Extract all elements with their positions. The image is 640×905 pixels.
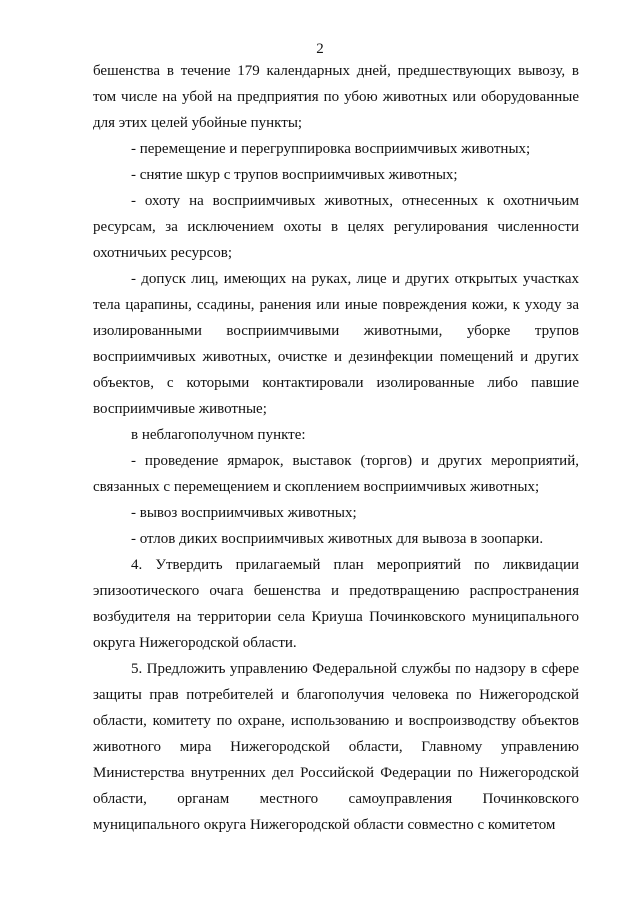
subheading-unfavorable-point: в неблагополучном пункте: [131, 427, 306, 443]
list-item-movement: - перемещение и перегруппировка восприимчивых животных; [131, 141, 531, 157]
list-item-persons-access: - допуск лиц, имеющих на руках, лице и других открытых участках тела царапины, ссадины, ранения или иные повреждения кожи, к уходу за изолированными восприимчивыми животными, уборке трупов восприимчивых животных, очистке и дезинфекции помещений и других объектов, с которыми контактировали изолированные либо павшие восприимчивые животные; [93, 271, 579, 417]
list-item-fairs: - проведение ярмарок, выставок (торгов) и других мероприятий, связанных с перемещением и скоплением восприимчивых животных; [93, 453, 579, 495]
page-number: 2 [316, 41, 324, 57]
document-body [93, 58, 579, 838]
list-item-skinning: - снятие шкур с трупов восприимчивых животных; [131, 167, 458, 183]
paragraph-item-4: 4. Утвердить прилагаемый план мероприятий по ликвидации эпизоотического очага бешенства и предотвращению распространения возбудителя на территории села Криуша Починковского муниципального округа Нижегородской области. [93, 557, 579, 651]
paragraph-item-5: 5. Предложить управлению Федеральной службы по надзору в сфере защиты прав потребителей и благополучия человека по Нижегородской области, комитету по охране, использованию и воспроизводству объектов животного мира Нижегородской области, Главному управлению Министерства внутренних дел Российской Федерации по Нижегородской области, органам местного самоуправления Починковского муниципального округа Нижегородской области совместно с комитетом [93, 661, 579, 833]
list-item-wild-capture: - отлов диких восприимчивых животных для вывоза в зоопарки. [131, 531, 544, 547]
list-item-hunting: - охоту на восприимчивых животных, отнесенных к охотничьим ресурсам, за исключением охоты в целях регулирования численности охотничьих ресурсов; [93, 193, 579, 261]
paragraph-continuation: бешенства в течение 179 календарных дней, предшествующих вывозу, в том числе на убой на предприятия по убою животных или оборудованные для этих целей убойные пункты; [93, 63, 579, 131]
list-item-export: - вывоз восприимчивых животных; [131, 505, 357, 521]
